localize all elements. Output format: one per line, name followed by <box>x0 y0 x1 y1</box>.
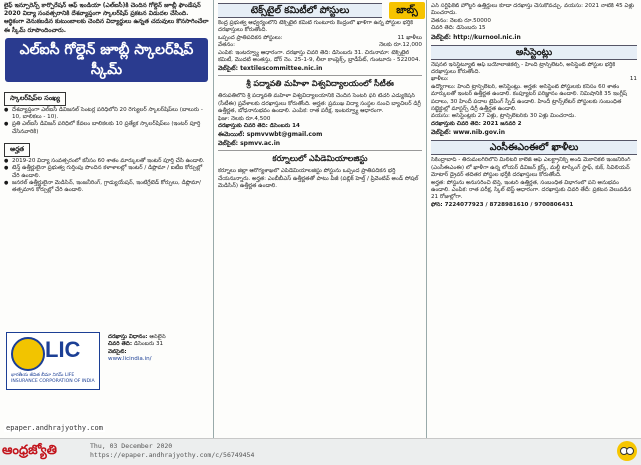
nib-website-link[interactable]: వెబ్‌సైట్: www.nib.gov.in <box>431 129 505 137</box>
eligibility-tag: అర్హత <box>4 143 30 157</box>
footer-meta <box>90 442 254 460</box>
right-column: ఎన్ సర్టిఫికెట్ హోల్డర్ ఉత్తీర్ణులు కూడా దరఖాస్తు చేసుకోవచ్చు. వయసు: 2021 నాటికి 45 ఏళ్లు మించరాదు. వేతనం: నెలకు రూ.50000 చివరి తేదీ: డిసెంబరు 15 వెబ్‌సైట్: http://kurnool.nic.in అసిస్టెంట్లు నేషనల్ ఇన్‌స్టిట్యూట్ ఆఫ్ బయోలాజికల్స్ - హిందీ ట్రాన్స్‌లేటర్, అసిస్టెంట్ పోస్టుల భర్తీకి దరఖాస్తులు కోరుతోంది. ఖాళీలు: 11 ఉద్యోగాలు: హిందీ ట్రాన్స్‌లేటర్, అసిస్టెంట్లు. అర్హత: అసిస్టెంట్ పోస్టులకు కనీసం 60 శాతం మార్కులతో ఇంటర్ ఉత్తీర్ణత ఉండాలి. కంప్యూటర్ పరిజ్ఞానం ఉండాలి. నిమిషానికి 35 ఇంగ్లీష్ పదాలు, 30 హిందీ పదాల టైపింగ్ స్పీడ్ ఉండాలి. హిందీ ట్రాన్స్‌లేటర్ పోస్టులకు సంబంధిత సబ్జెక్టుల్లో మాస్టర్స్ డిగ్రీ ఉత్తీర్ణత ఉండాలి. వయసు: అసిస్టెంట్లకు 27 ఏళ్లు, ట్రాన్స్‌లేటర్‌కు 30 ఏళ్లు మించరాదు. దరఖాస్తుకు చివరి తేదీ: 2021 జనవరి 2 వెబ్‌సైట్: www.nib.gov.in ఎంసీఈఎంఈలో ఖాళీలు సికింద్రాబాద్ - తిరుమలగిరిలోని మిలిటరీ కాలేజ్ ఆఫ్ ఎలక్ట్రానిక్స్ అండ్ మెకానికల్ ఇంజనీరింగ్ (ఎంసీఈఎంఈ) లో ఖాళీగా ఉన్న లోయర్ డివిజన్ క్లర్క్, మల్టీ టాస్కింగ్ స్టాఫ్, కుక్, సివిలియన్ మోటార్ డ్రైవర్ తదితర పోస్టుల భర్తీకి దరఖాస్తులు కోరుతోంది. అర్హత: పోస్టును అనుసరించి టెన్త్, ఇంటర్ ఉత్తీర్ణత, సంబంధిత విభాగంలో పని అనుభవం ఉండాలి. ఎంపిక: రాత పరీక్ష, స్కిల్ టెస్ట్ ఆధారంగా. దరఖాస్తుకు చివరి తేదీ: ప్రకటన వెలువడిన 21 రోజుల్లోగా. ఫోన్: 7224077923 / 8728981610 / 9700806431 <box>431 3 637 208</box>
spmvv-website-link[interactable]: వెబ్‌సైట్: spmvv.ac.in <box>218 140 281 148</box>
spmvv-email-link[interactable]: ఈమెయిల్: spmvvwbt@gmail.com <box>218 131 323 139</box>
lic-scholarship-column <box>0 0 214 438</box>
textile-website-link[interactable]: వెబ్‌సైట్: textilescommittee.nic.in <box>218 65 323 73</box>
kurnool-title: కర్నూలులో ఎపిడెమియాలజిస్టు <box>272 154 368 164</box>
lic-headline: ఎల్ఐసీ గోల్డెన్ జూబ్లీ స్కాలర్‌షిప్ స్కీమ్ <box>5 38 208 82</box>
mceme-phone: ఫోన్: 7224077923 / 8728981610 / 9700806431 <box>431 201 574 208</box>
lic-apply-details: దరఖాస్తు విధానం: ఆన్‌లైన్ చివరి తేదీ: డిసెంబరు 31 వెబ్‌సైట్: www.licindia.in/ <box>104 330 210 364</box>
footer-strip <box>0 438 641 465</box>
andhrajyothy-logo: ఆంధ్రజ్యోతి <box>2 443 57 458</box>
epaper-url-overlay: epaper.andhrajyothy.com <box>6 424 103 432</box>
assistants-title: అసిస్టెంట్లు <box>431 45 637 60</box>
kurnool-website-link[interactable]: వెబ్‌సైట్: http://kurnool.nic.in <box>431 33 521 41</box>
lic-intro: లైఫ్ ఇన్సూరెన్స్ కార్పొరేషన్ ఆఫ్ ఇండియా (ఎల్ఐసీ)కి చెందిన గోల్డెన్ జూబ్లీ ఫౌండేషన్ 2020 విద్యా సంవత్సరానికి దేశవ్యాప్తంగా స్కాలర్‌షిప్ ప్రకటన విడుదల చేసింది. ఆర్థికంగా వెనుకబడిన కుటుంబాలకు చెందిన విద్యార్థులు ఉన్నత చదువులు కొనసాగించేలా ఈ స్కీమ్ రూపొందించారు. <box>4 2 209 34</box>
lic-emblem-icon <box>11 337 45 371</box>
middle-column: జాబ్స్ టెక్స్‌టైల్ కమిటీలో పోస్టులు కేంద్ర ప్రభుత్వ ఆధ్వర్యంలోని టెక్స్‌టైల్ కమిటీ గుంటూరు కేంద్రంలో ఖాళీగా ఉన్న పోస్టుల భర్తీకి దరఖాస్తులు కోరుతోంది. ఒప్పంద ప్రాతిపదికన పోస్టులు: 11 ఖాళీలు వేతనం: నెలకు రూ.12,000 ఎంపిక: ఇంటర్వ్యూ ఆధారంగా. దరఖాస్తు చివరి తేదీ: డిసెంబరు 31. చిరునామా: టెక్స్‌టైల్ కమిటీ, మొదటి అంతస్తు, డోర్ నెం. 25-1-9, లీలా కాంప్లెక్స్, బ్రాడీపేట్, గుంటూరు - 522004. వెబ్‌సైట్: textilescommittee.nic.in శ్రీ పద్మావతి మహిళా విశ్వవిద్యాలయంలో సీటీఈ తిరుపతిలోని శ్రీ పద్మావతి మహిళా విశ్వవిద్యాలయానికి చెందిన సెంటర్ ఫర్ టీచర్ ఎడ్యుకేషన్ (సీటీఈ) ప్రవేశాలకు దరఖాస్తులు కోరుతోంది. అర్హత: ప్రముఖ విద్యా సంస్థల నుంచి బ్యాచిలర్ డిగ్రీ ఉత్తీర్ణత, బోధనానుభవం ఉండాలి. ఎంపిక: రాత పరీక్ష, ఇంటర్వ్యూ ఆధారంగా. ఫీజు: నెలకు రూ.4,500 దరఖాస్తుకు చివరి తేదీ: డిసెంబరు 14 ఈమెయిల్: spmvvwbt@gmail.com వెబ్‌సైట్: spmvv.ac.in కర్నూలులో ఎపిడెమియాలజిస్టు కర్నూలు జిల్లా ఆరోగ్యశాఖలో ఎపిడెమియాలజిస్టు పోస్టును ఒప్పంద ప్రాతిపదికన భర్తీ చేయనున్నారు. అర్హత: ఎంబీబీఎస్ ఉత్తీర్ణతతో పాటు పీజీ (పబ్లిక్ హెల్త్ / ప్రివెంటివ్ అండ్ సోషల్ మెడిసిన్) ఉత్తీర్ణత ఉండాలి. <box>214 0 427 438</box>
list-item: ● జనరల్ ఉత్తీర్ణులైనా మెడిసిన్, ఇంజనీరింగ్, గ్రాడ్యుయేషన్, ఇంటిగ్రేటెడ్ కోర్సులు, డిప్లొమా/తత్సమాన కోర్సుల్లో చేరి ఉండాలి. <box>12 180 209 195</box>
divider <box>218 150 422 151</box>
list-item: ● 2019-20 విద్యా సంవత్సరంలో కనీసం 60 శాతం మార్కులతో ఇంటర్ పూర్తి చేసి ఉండాలి. <box>12 158 209 165</box>
list-item: ● ప్రతి ఎల్ఐసీ డివిజన్ పరిధిలో కేవలం బాలికలకు 10 ప్రత్యేక స్కాలర్‌షిప్‌లు (ఇంటర్ పూర్తి చేసినవారికి) <box>12 121 209 136</box>
lic-website-link[interactable]: www.licindia.in/ <box>108 356 152 363</box>
jobs-badge: జాబ్స్ <box>389 2 425 19</box>
owl-icon <box>617 441 637 461</box>
lic-logo: LIC భారతీయ జీవిత బీమా నిగమ్ LIFE INSURANCE CORPORATION OF INDIA <box>6 332 100 390</box>
list-item: ● దేశవ్యాప్తంగా ఎల్ఐసీ డివిజనల్ సెంటర్ల పరిధిలోని 20 రెగ్యులర్ స్కాలర్‌షిప్‌లు (బాలురు - 10, బాలికలు - 10). <box>12 107 209 122</box>
textile-committee-title: టెక్స్‌టైల్ కమిటీలో పోస్టులు <box>218 3 382 18</box>
footer-link[interactable]: https://epaper.andhrajyothy.com/c/56749454 <box>90 451 255 459</box>
list-item: ● టెన్త్ ఉత్తీర్ణులైనా ప్రభుత్వ గుర్తింపు పొందిన కళాశాలల్లో ఇంటర్ / డిప్లొమా / ఐటీఐ కోర్సుల్లో చేరి ఉండాలి. <box>12 165 209 180</box>
footer-date: Thu, 03 December 2020 <box>90 442 173 450</box>
scholarship-count-tag: స్కాలర్‌షిప్‌ల సంఖ్య <box>4 92 66 106</box>
mceme-title: ఎంసీఈఎంఈలో ఖాళీలు <box>431 140 637 155</box>
lic-info-box <box>0 330 213 438</box>
spmvv-title: శ్రీ పద్మావతి మహిళా విశ్వవిద్యాలయంలో సీటీఈ <box>246 79 394 89</box>
divider <box>218 75 422 76</box>
